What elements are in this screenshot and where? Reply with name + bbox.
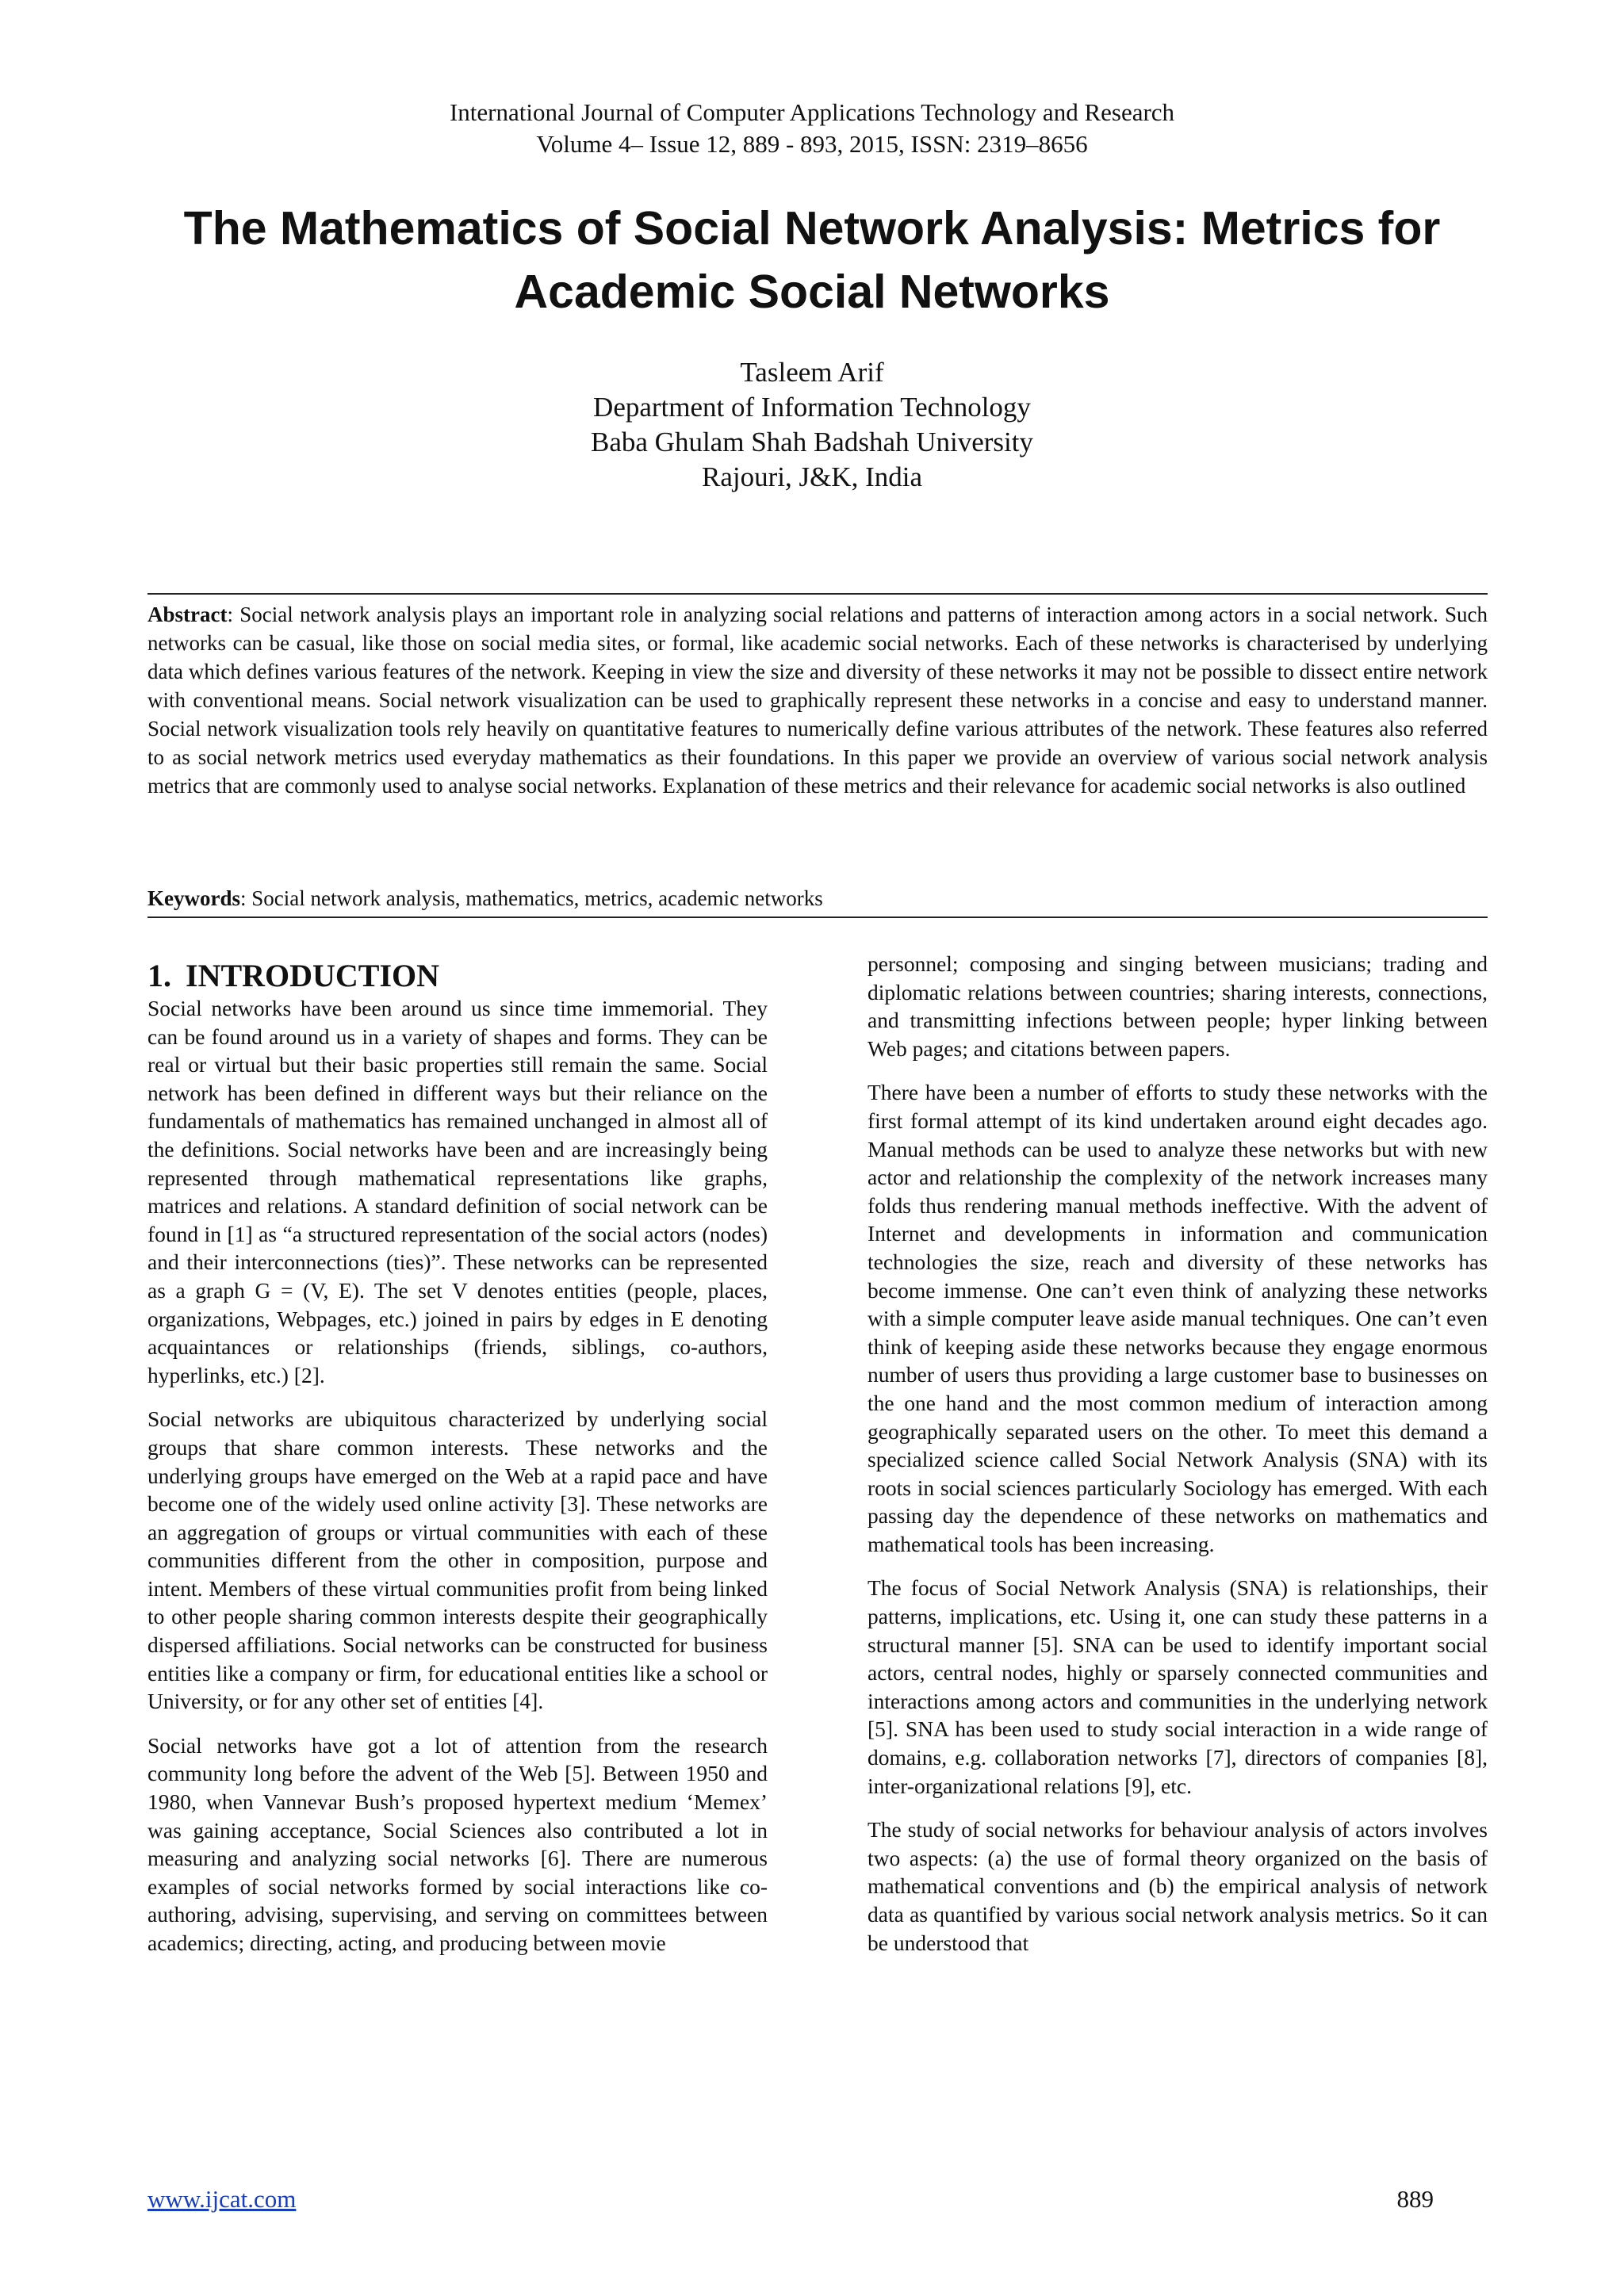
journal-name: International Journal of Computer Applications Technology and Research [449,98,1175,126]
journal-header [0,97,1624,160]
journal-volume-info: Volume 4– Issue 12, 889 - 893, 2015, ISSN: 2319–8656 [536,130,1088,158]
paragraph: There have been a number of efforts to study these networks with the first formal attempt of its kind undertaken around eight decades ago. Manual methods can be used to analyze these networks but with new actor and relationship the complexity of the network increases many folds thus rendering manual methods ineffective. With the advent of Internet and developments in information and communication technologies the size, reach and diversity of these networks has become immense. One can’t even think of analyzing these networks with a simple computer leave aside manual techniques. One can’t even think of keeping aside these networks because they engage enormous number of users thus providing a large customer base to businesses on the one hand and the most common medium of interaction among geographically separated users on the other. To meet this demand a specialized science called Social Network Analysis (SNA) with its roots in social sciences particularly Sociology has emerged. With each passing day the dependence of these networks on mathematics and mathematical tools has been increasing. [868,1080,1488,1556]
paragraph: The focus of Social Network Analysis (SNA) is relationships, their patterns, implications, etc. Using it, one can study these patterns in a structural manner [5]. SNA can be used to identify important social actors, central nodes, highly or sparsely connected communities and interactions among actors and communities in the underlying network [5]. SNA has been used to study social interaction in a wide range of domains, e.g. collaboration networks [7], directors of companies [8], inter-organizational relations [9], etc. [868,1575,1488,1798]
paper-title-line-1: The Mathematics of Social Network Analysis: Metrics for [183,202,1441,254]
keywords-bottom-rule [147,916,1488,918]
section-heading-introduction [147,958,768,994]
section-title: INTRODUCTION [186,958,440,993]
paragraph: The study of social networks for behaviour analysis of actors involves two aspects: (a) the use of formal theory organized on the basis of mathematical conventions and (b) the empirical analysis of network data as quantified by various social network analysis metrics. So it can be understood that [868,1817,1488,1955]
abstract [147,600,1488,800]
author-location: Rajouri, J&K, India [701,461,923,492]
right-column [868,950,1488,1973]
paper-title [119,197,1505,323]
paragraph: Social networks have been around us since time immemorial. They can be found around us in a variety of shapes and forms. They can be real or virtual but their basic properties still remain the same. Social network has been defined in different ways but their reliance on the fundamentals of mathematics has remained unchanged in almost all of the definitions. Social networks have been and are increasingly being represented through mathematical representations like graphs, matrices and relations. A standard definition of social network can be found in [1] as “a structured representation of the social actors (nodes) and their interconnections (ties)”. These networks can be represented as a graph G = (V, E). The set V denotes entities (people, places, organizations, Webpages, etc.) joined in pairs by edges in E denoting acquaintances or relationships (friends, siblings, co-authors, hyperlinks, etc.) [2]. [147,996,768,1387]
paragraph: Social networks are ubiquitous characterized by underlying social groups that share common interests. These networks and the underlying groups have emerged on the Web at a rapid pace and have become one of the widely used online activity [3]. These networks are an aggregation of groups or virtual communities with each of these communities different from the other in composition, purpose and intent. Members of these virtual communities profit from being linked to other people sharing common interests despite their geographically dispersed affiliations. Social networks can be constructed for business entities like a company or firm, for educational entities like a school or University, or for any other set of entities [4]. [147,1406,768,1714]
left-column [147,948,768,1973]
paragraph: personnel; composing and singing between musicians; trading and diplomatic relations between countries; sharing interests, connections, and transmitting infections between people; hyper linking between Web pages; and citations between papers. [868,951,1488,1061]
author-university: Baba Ghulam Shah Badshah University [591,427,1033,457]
keywords [147,884,1488,913]
section-number: 1. [147,958,171,993]
author-block [0,355,1624,495]
author-department: Department of Information Technology [593,392,1031,423]
abstract-text: : Social network analysis plays an important role in analyzing social relations and patterns of interaction among actors in a social network. Such networks can be casual, like those on social media sites, or formal, like academic social networks. Each of these networks is characterised by underlying data which defines various features of the network. Keeping in view the size and diversity of these networks it may not be possible to dissect entire network with conventional means. Social network visualization can be used to graphically represent these networks in a concise and easy to understand manner. Social network visualization tools rely heavily on quantitative features to numerically define various attributes of the network. These features also referred to as social network metrics used everyday mathematics as their foundations. In this paper we provide an overview of various social network analysis metrics that are commonly used to analyse social networks. Explanation of these metrics and their relevance for academic social networks is also outlined [147,603,1488,798]
page-number: 889 [1396,2185,1434,2213]
paragraph: Social networks have got a lot of attention from the research community long before the advent of the Web [5]. Between 1950 and 1980, when Vannevar Bush’s proposed hypertext medium ‘Memex’ was gaining acceptance, Social Sciences also contributed a lot in measuring and analyzing social networks [6]. There are numerous examples of social networks formed by social interactions like co-authoring, advising, supervising, and serving on committees between academics; directing, acting, and producing between movie [147,1732,768,1955]
journal-website-link[interactable]: www.ijcat.com [147,2185,297,2213]
keywords-text: : Social network analysis, mathematics, metrics, academic networks [240,886,823,910]
keywords-label: Keywords [147,886,240,910]
abstract-top-rule [147,593,1488,595]
author-name: Tasleem Arif [740,357,884,388]
abstract-label: Abstract [147,603,228,626]
paper-title-line-2: Academic Social Networks [514,266,1110,318]
